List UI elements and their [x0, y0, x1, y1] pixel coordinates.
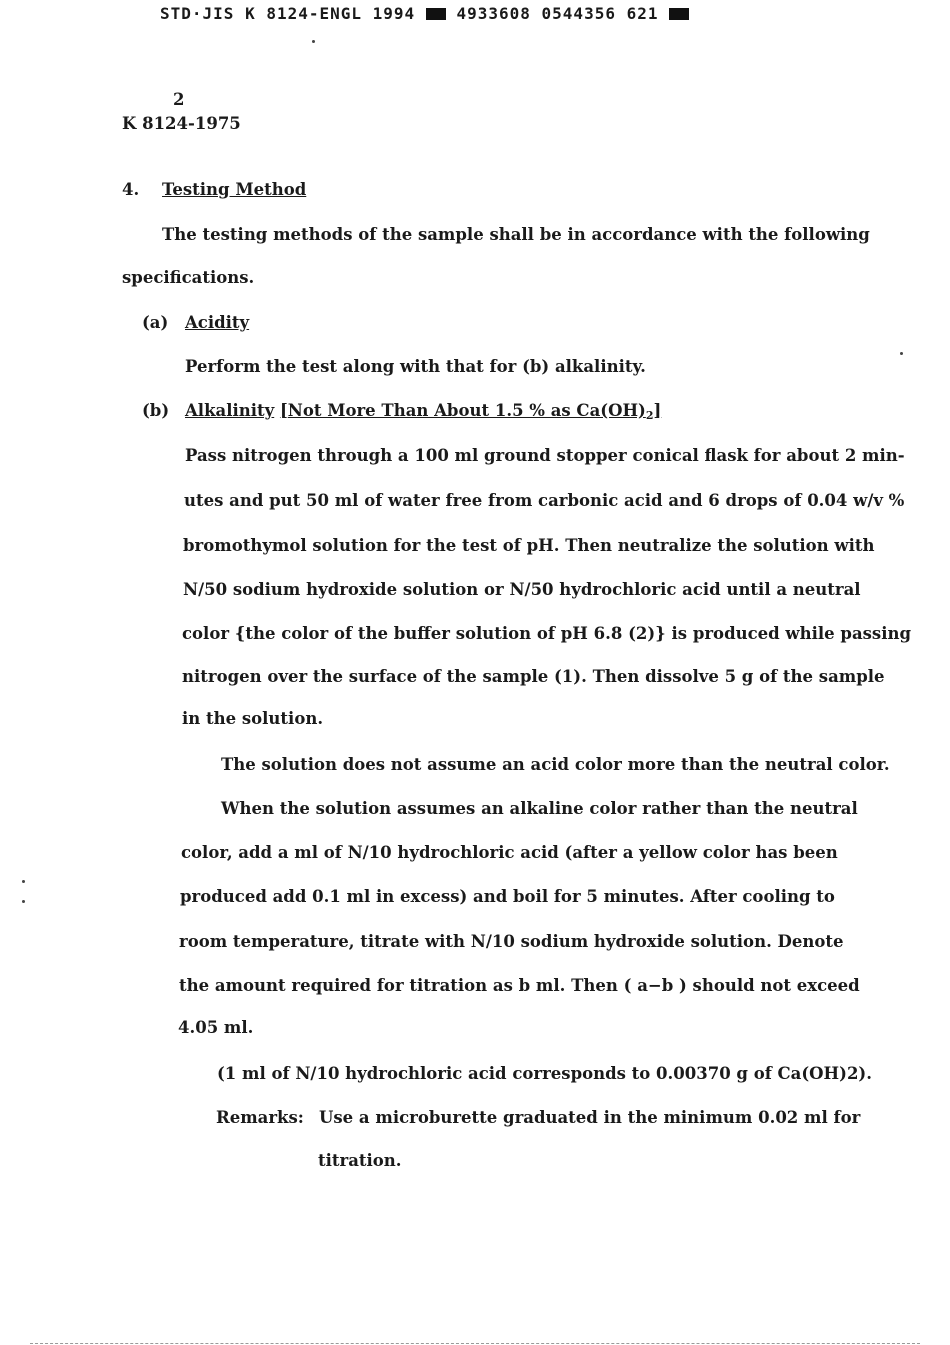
scan-speck	[312, 40, 315, 43]
alkalinity-p1-line-3: bromothymol solution for the test of pH. Then neutralize the solution with	[183, 536, 875, 555]
acidity-title: Acidity	[185, 313, 250, 332]
remarks-label: Remarks:	[216, 1108, 304, 1127]
alkalinity-p3-line-6: 4.05 ml.	[178, 1018, 254, 1037]
alkalinity-p1-line-6: nitrogen over the surface of the sample (1). Then dissolve 5 g of the sample	[182, 667, 885, 686]
header-block-mark	[669, 8, 689, 20]
standard-number: K 8124-1975	[122, 114, 241, 133]
alkalinity-p1-line-7: in the solution.	[182, 709, 324, 728]
remarks-line-2: titration.	[318, 1151, 402, 1170]
alkalinity-p1-line-1: Pass nitrogen through a 100 ml ground stopper conical flask for about 2 min-	[185, 446, 905, 465]
alkalinity-p3-line-3: produced add 0.1 ml in excess) and boil for 5 minutes. After cooling to	[180, 887, 835, 906]
alkalinity-limit: Not More Than About 1.5 % as Ca(OH)	[287, 401, 646, 420]
alkalinity-p1-line-2: utes and put 50 ml of water free from carbonic acid and 6 drops of 0.04 w/v %	[184, 491, 905, 510]
conversion-note: (1 ml of N/10 hydrochloric acid corresponds to 0.00370 g of Ca(OH)2).	[217, 1064, 872, 1083]
document-header-code	[160, 4, 689, 23]
page-bottom-border	[30, 1343, 920, 1344]
alkalinity-limit-subscript: 2	[645, 409, 654, 422]
scan-speck	[22, 880, 25, 883]
remarks-line-1: Use a microburette graduated in the minimum 0.02 ml for	[319, 1108, 861, 1127]
alkalinity-p3-line-1: When the solution assumes an alkaline color rather than the neutral	[221, 799, 858, 818]
alkalinity-heading: Alkalinity [Not More Than About 1.5 % as $Ca(OH)_2$]	[185, 401, 662, 422]
intro-line-2: specifications.	[122, 268, 255, 287]
alkalinity-label: (b)	[142, 401, 170, 420]
acidity-text: Perform the test along with that for (b) alkalinity.	[185, 357, 646, 376]
alkalinity-p1-line-5: color {the color of the buffer solution of pH 6.8 (2)} is produced while passing	[182, 624, 912, 643]
alkalinity-p3-line-4: room temperature, titrate with N/10 sodium hydroxide solution. Denote	[179, 932, 844, 951]
scan-speck	[22, 900, 25, 903]
intro-line-1: The testing methods of the sample shall be in accordance with the following	[162, 225, 870, 244]
alkalinity-p3-line-5: the amount required for titration as b ml. Then ( a−b ) should not exceed	[179, 976, 860, 995]
header-code-left: STD·JIS K 8124-ENGL 1994	[160, 4, 416, 23]
alkalinity-p3-line-2: color, add a ml of N/10 hydrochloric acid (after a yellow color has been	[181, 843, 838, 862]
section-number: 4.	[122, 180, 140, 199]
alkalinity-p2: The solution does not assume an acid color more than the neutral color.	[221, 755, 890, 774]
section-title: Testing Method	[162, 180, 307, 199]
alkalinity-p1-line-4: N/50 sodium hydroxide solution or N/50 hydrochloric acid until a neutral	[183, 580, 861, 599]
scan-speck	[900, 352, 903, 355]
header-block-mark	[426, 8, 446, 20]
acidity-label: (a)	[142, 313, 169, 332]
alkalinity-title: Alkalinity	[185, 401, 275, 420]
header-code-mid: 4933608 0544356 621	[456, 4, 659, 23]
page-number: 2	[173, 90, 185, 109]
